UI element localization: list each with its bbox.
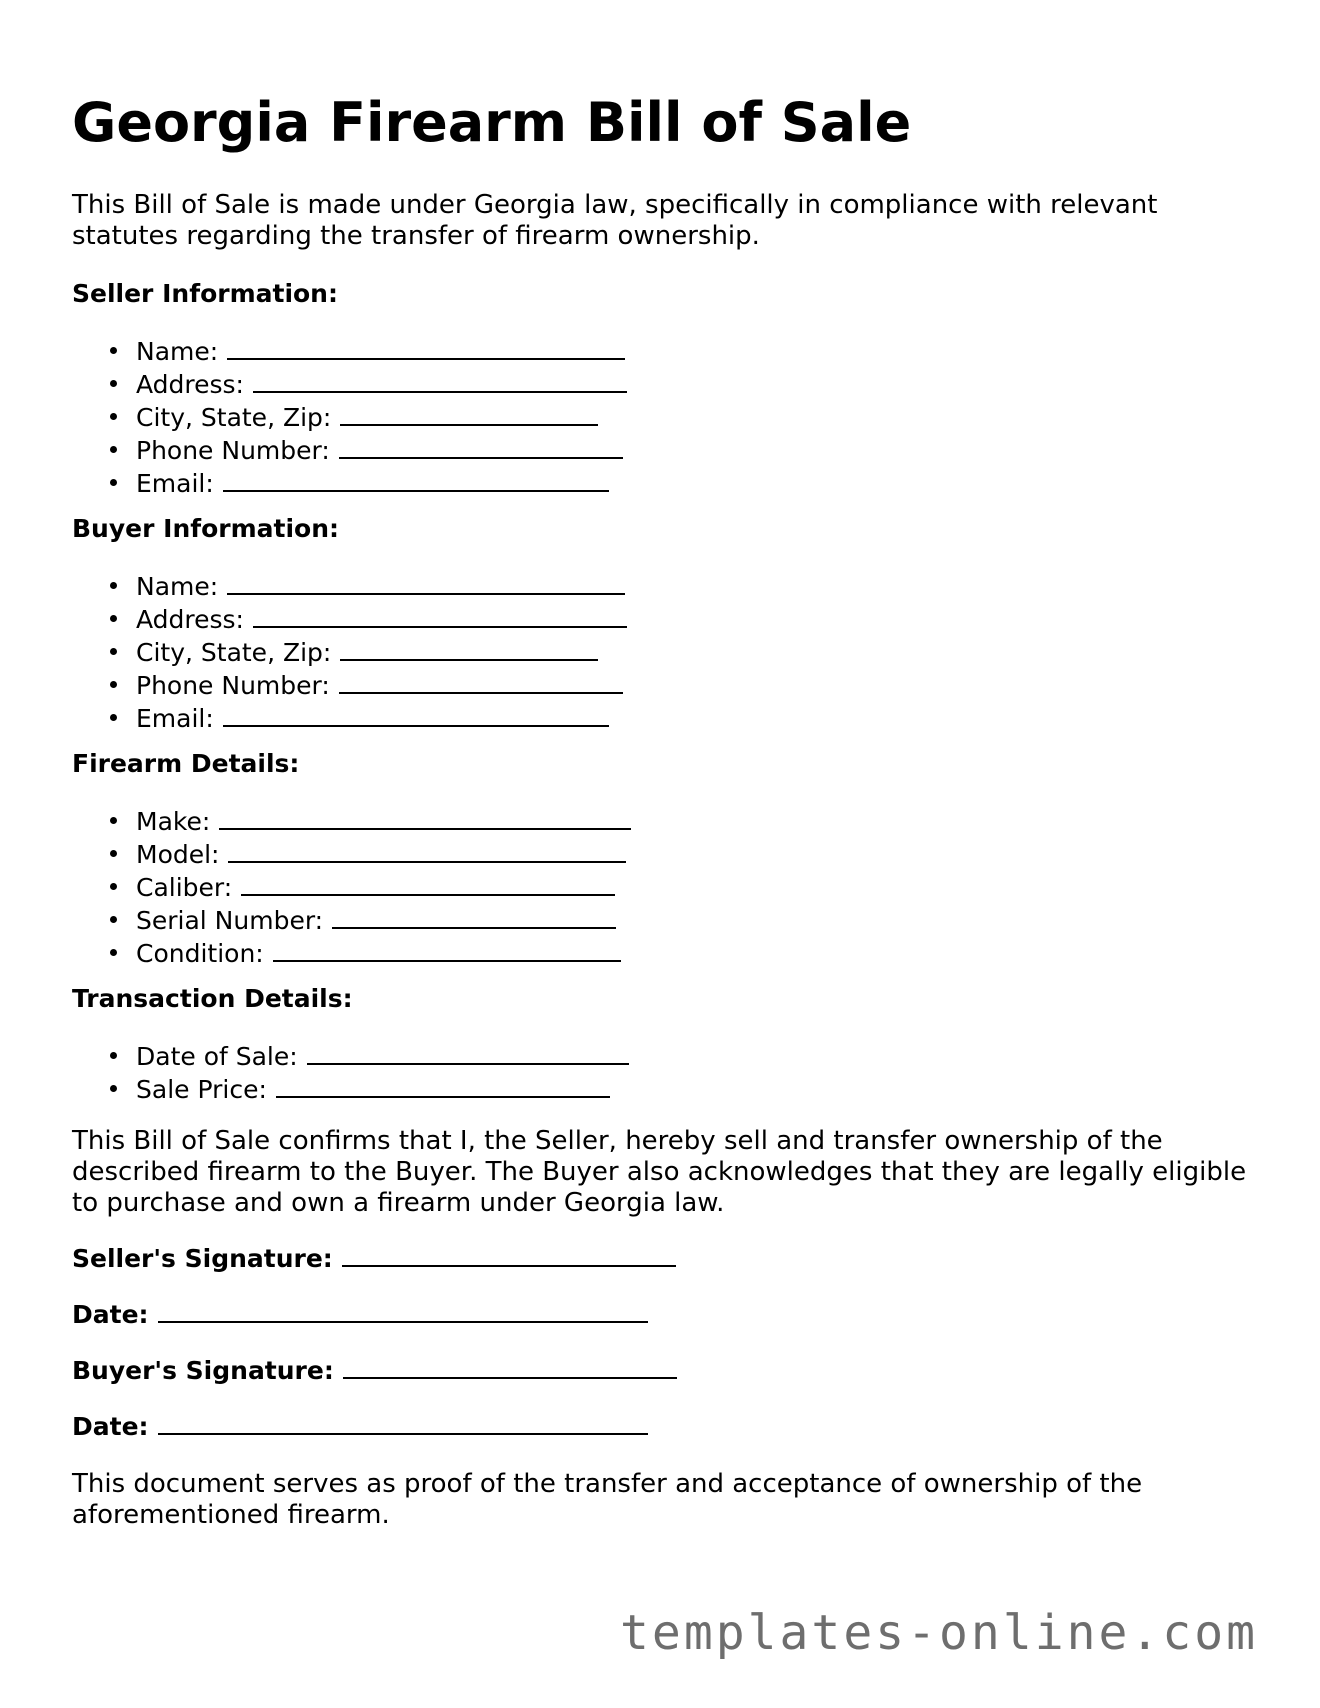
firearm-condition-field[interactable]: Condition: — [72, 936, 631, 969]
firearm-serial-number-field[interactable]: Serial Number: — [72, 903, 631, 936]
firearm-caliber-blank[interactable] — [241, 870, 615, 896]
transaction-fields — [72, 1039, 629, 1105]
closing-paragraph: This document serves as proof of the transfer and acceptance of ownership of the aforementioned firearm. — [72, 1469, 1143, 1530]
firearm-caliber-field[interactable]: Caliber: — [72, 870, 631, 903]
watermark-text: templates-online.com — [620, 1605, 1258, 1661]
buyer-city-state-zip-blank[interactable] — [340, 635, 598, 661]
seller-signature-line[interactable]: Seller's Signature: — [72, 1241, 676, 1274]
seller-address-field[interactable]: Address: — [72, 367, 627, 400]
document-title: Georgia Firearm Bill of Sale — [72, 91, 912, 154]
firearm-condition-blank[interactable] — [273, 936, 621, 962]
firearm-model-field[interactable]: Model: — [72, 837, 631, 870]
seller-name-blank[interactable] — [227, 334, 625, 360]
firearm-make-field[interactable]: Make: — [72, 804, 631, 837]
seller-name-field[interactable]: Name: — [72, 334, 627, 367]
seller-date-blank[interactable] — [158, 1297, 648, 1323]
buyer-city-state-zip-field[interactable]: City, State, Zip: — [72, 635, 627, 668]
seller-email-field[interactable]: Email: — [72, 466, 627, 499]
buyer-email-field[interactable]: Email: — [72, 701, 627, 734]
buyer-fields — [72, 569, 627, 734]
firearm-serial-number-blank[interactable] — [332, 903, 616, 929]
firearm-heading: Firearm Details: — [72, 749, 300, 778]
buyer-signature-blank[interactable] — [343, 1353, 677, 1379]
seller-address-blank[interactable] — [253, 367, 627, 393]
buyer-heading: Buyer Information: — [72, 514, 340, 543]
buyer-name-blank[interactable] — [227, 569, 625, 595]
confirmation-paragraph: This Bill of Sale confirms that I, the Seller, hereby sell and transfer ownership of the described firearm to the Buyer. The Buyer also acknowledges that they are legally eligible to purchase and own a firearm under Georgia law. — [72, 1126, 1247, 1218]
firearm-make-blank[interactable] — [219, 804, 631, 830]
seller-fields — [72, 334, 627, 499]
buyer-phone-blank[interactable] — [339, 668, 623, 694]
firearm-fields — [72, 804, 631, 969]
buyer-phone-field[interactable]: Phone Number: — [72, 668, 627, 701]
seller-email-blank[interactable] — [223, 466, 609, 492]
transaction-price-blank[interactable] — [276, 1072, 610, 1098]
buyer-address-blank[interactable] — [253, 602, 627, 628]
seller-heading: Seller Information: — [72, 279, 338, 308]
seller-phone-field[interactable]: Phone Number: — [72, 433, 627, 466]
buyer-address-field[interactable]: Address: — [72, 602, 627, 635]
seller-date-line[interactable]: Date: — [72, 1297, 648, 1330]
buyer-date-line[interactable]: Date: — [72, 1409, 648, 1442]
buyer-signature-line[interactable]: Buyer's Signature: — [72, 1353, 677, 1386]
firearm-model-blank[interactable] — [228, 837, 626, 863]
buyer-name-field[interactable]: Name: — [72, 569, 627, 602]
transaction-date-field[interactable]: Date of Sale: — [72, 1039, 629, 1072]
intro-paragraph: This Bill of Sale is made under Georgia law, specifically in compliance with relevant statutes regarding the transfer of firearm ownership. — [72, 190, 1158, 251]
seller-city-state-zip-blank[interactable] — [340, 400, 598, 426]
buyer-date-blank[interactable] — [158, 1409, 648, 1435]
transaction-date-blank[interactable] — [307, 1039, 629, 1065]
seller-city-state-zip-field[interactable]: City, State, Zip: — [72, 400, 627, 433]
buyer-email-blank[interactable] — [223, 701, 609, 727]
transaction-heading: Transaction Details: — [72, 984, 353, 1013]
seller-phone-blank[interactable] — [339, 433, 623, 459]
transaction-price-field[interactable]: Sale Price: — [72, 1072, 629, 1105]
seller-signature-blank[interactable] — [342, 1241, 676, 1267]
